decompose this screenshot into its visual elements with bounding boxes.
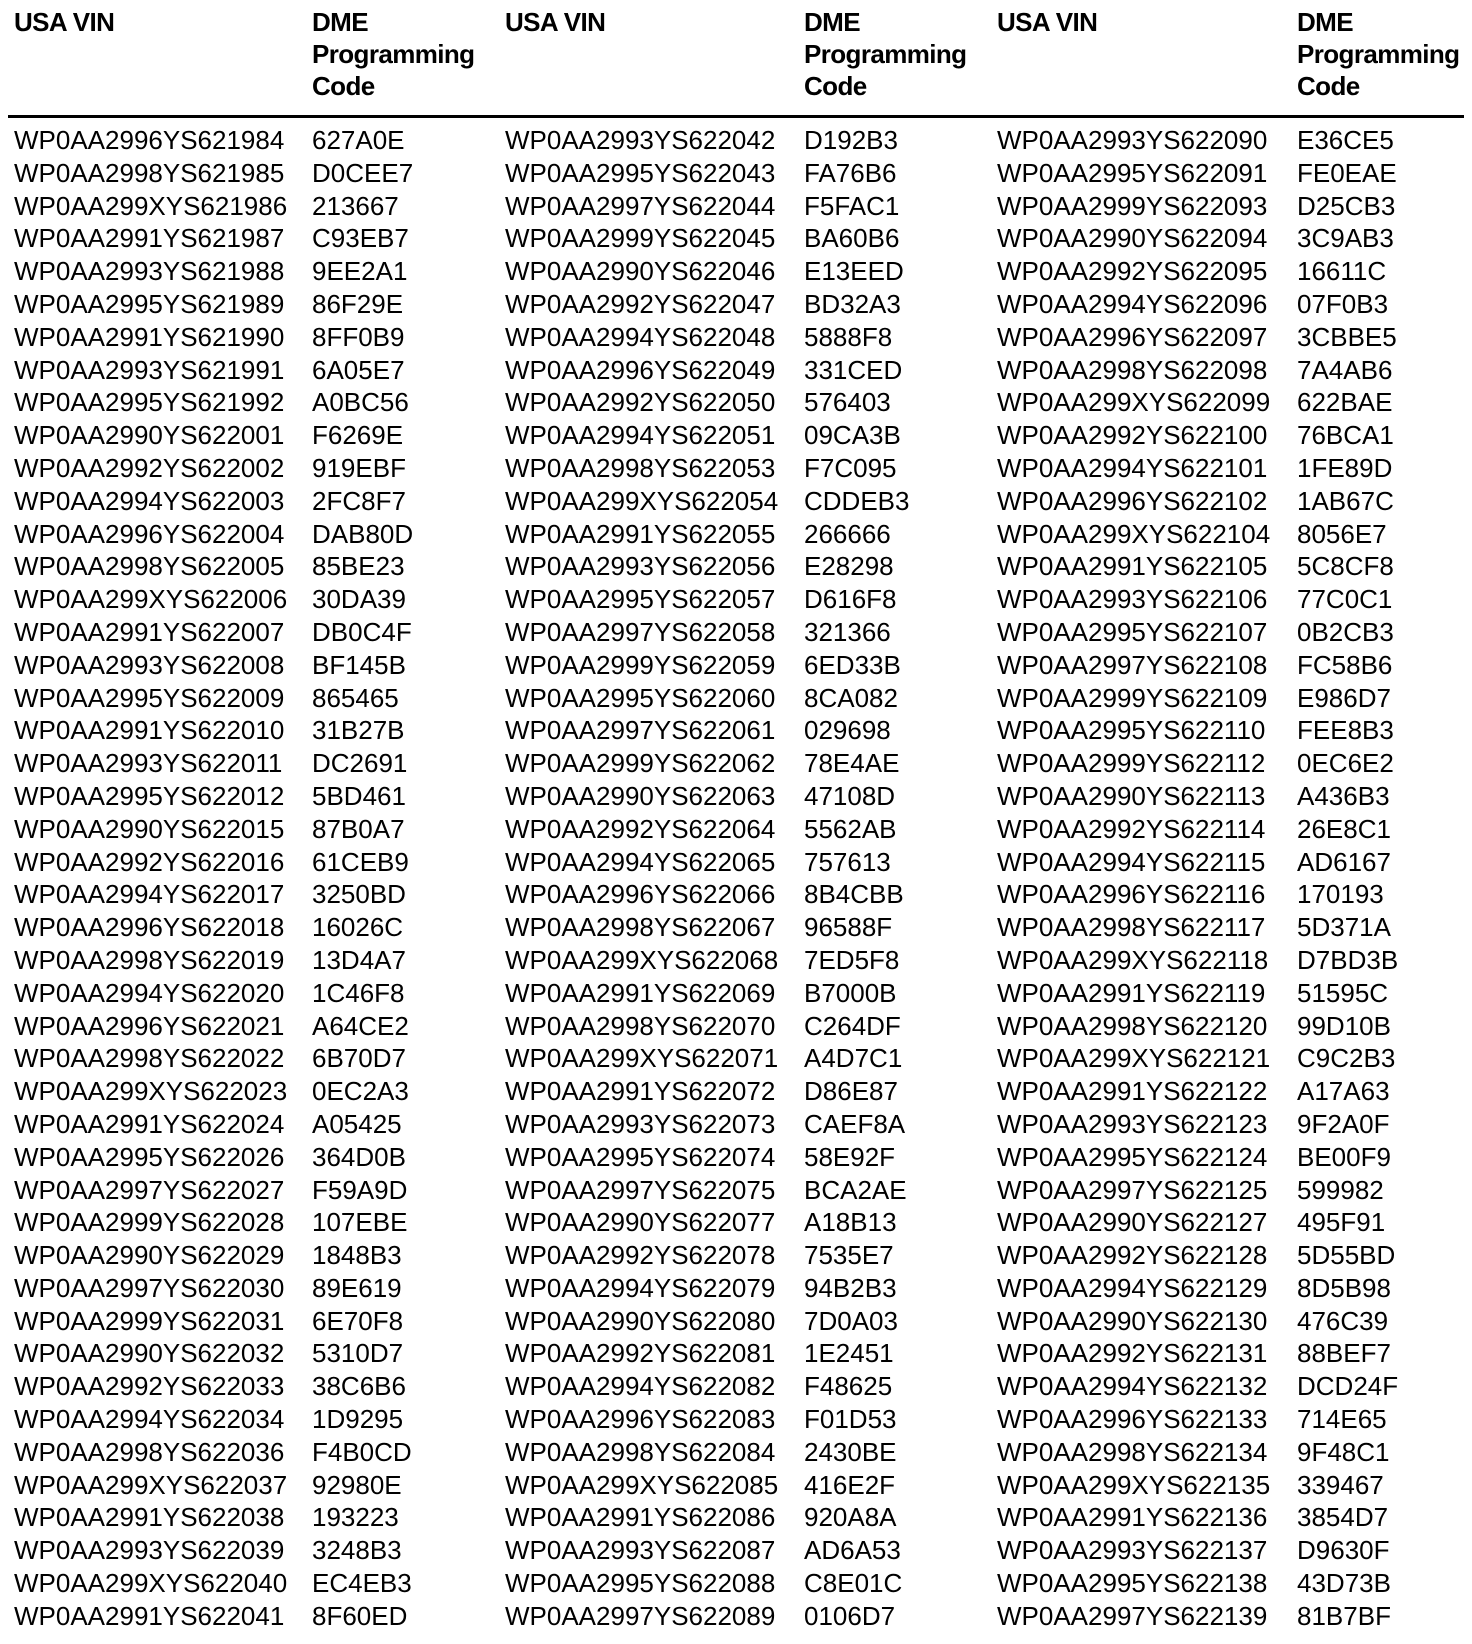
usa-vin-cell: WP0AA2992YS622128 (997, 1240, 1268, 1271)
dme-code-cell: FE0EAE (1297, 157, 1397, 188)
usa-vin-cell: WP0AA2998YS622036 (14, 1436, 285, 1467)
usa-vin-cell: WP0AA2991YS622086 (505, 1502, 776, 1533)
dme-code-cell: 1848B3 (312, 1240, 402, 1271)
dme-code-cell: D86E87 (804, 1076, 898, 1107)
usa-vin-cell: WP0AA2994YS622003 (14, 485, 285, 516)
dme-code-cell: 5D371A (1297, 912, 1391, 943)
usa-vin-cell: WP0AA299XYS622071 (505, 1043, 779, 1074)
dme-code-cell: 5310D7 (312, 1338, 404, 1369)
header-usa-vin-2: USA VIN (505, 7, 606, 37)
dme-code-cell: F48625 (804, 1371, 893, 1402)
usa-vin-cell: WP0AA2993YS622039 (14, 1535, 285, 1566)
dme-code-cell: BE00F9 (1297, 1141, 1391, 1172)
usa-vin-cell: WP0AA2996YS622049 (505, 354, 776, 385)
dme-code-cell: E986D7 (1297, 682, 1391, 713)
dme-code-cell: 576403 (804, 387, 891, 418)
dme-code-cell: DB0C4F (312, 616, 412, 647)
dme-code-cell: C9C2B3 (1297, 1043, 1396, 1074)
dme-code-cell: B7000B (804, 977, 897, 1008)
dme-code-cell: 07F0B3 (1297, 288, 1389, 319)
usa-vin-cell: WP0AA2995YS622124 (997, 1141, 1268, 1172)
dme-code-cell: D9630F (1297, 1535, 1390, 1566)
dme-code-cell: 9EE2A1 (312, 256, 408, 287)
dme-code-cell: 3248B3 (312, 1535, 402, 1566)
usa-vin-cell: WP0AA2992YS622033 (14, 1371, 285, 1402)
usa-vin-cell: WP0AA2998YS622134 (997, 1436, 1268, 1467)
dme-code-cell: 107EBE (312, 1207, 408, 1238)
dme-code-cell: 26E8C1 (1297, 813, 1391, 844)
usa-vin-cell: WP0AA2998YS622067 (505, 912, 776, 943)
dme-code-cell: 1FE89D (1297, 452, 1393, 483)
dme-code-cell: 6A05E7 (312, 354, 405, 385)
dme-code-cell: 3854D7 (1297, 1502, 1389, 1533)
usa-vin-cell: WP0AA2990YS622094 (997, 223, 1268, 254)
usa-vin-cell: WP0AA2990YS622077 (505, 1207, 776, 1238)
dme-code-cell: E28298 (804, 551, 894, 582)
dme-code-cell: C264DF (804, 1010, 901, 1041)
dme-code-cell: 3CBBE5 (1297, 321, 1397, 352)
dme-code-cell: 6ED33B (804, 649, 901, 680)
dme-code-cell: A17A63 (1297, 1076, 1390, 1107)
usa-vin-cell: WP0AA299XYS622099 (997, 387, 1271, 418)
usa-vin-cell: WP0AA2991YS622072 (505, 1076, 776, 1107)
usa-vin-cell: WP0AA2995YS622060 (505, 682, 776, 713)
dme-code-cell: 51595C (1297, 977, 1389, 1008)
dme-code-cell: 495F91 (1297, 1207, 1386, 1238)
dme-code-cell: F6269E (312, 420, 404, 451)
dme-code-cell: 3250BD (312, 879, 406, 910)
usa-vin-cell: WP0AA2991YS622122 (997, 1076, 1268, 1107)
usa-vin-cell: WP0AA2995YS621992 (14, 387, 285, 418)
usa-vin-cell: WP0AA2996YS622018 (14, 912, 285, 943)
dme-code-cell: 92980E (312, 1469, 402, 1500)
usa-vin-cell: WP0AA2998YS622117 (997, 912, 1266, 943)
dme-code-cell: A64CE2 (312, 1010, 409, 1041)
dme-code-cell: 09CA3B (804, 420, 901, 451)
usa-vin-cell: WP0AA2993YS622056 (505, 551, 776, 582)
usa-vin-cell: WP0AA2995YS622110 (997, 715, 1266, 746)
usa-vin-cell: WP0AA2996YS621984 (14, 125, 285, 155)
usa-vin-cell: WP0AA2996YS622133 (997, 1404, 1268, 1435)
usa-vin-cell: WP0AA2993YS622137 (997, 1535, 1268, 1566)
usa-vin-cell: WP0AA2998YS622098 (997, 354, 1268, 385)
dme-code-cell: 31B27B (312, 715, 405, 746)
dme-code-cell: 9F2A0F (1297, 1108, 1390, 1139)
usa-vin-cell: WP0AA2997YS622125 (997, 1174, 1268, 1205)
dme-code-cell: 81B7BF (1297, 1600, 1391, 1631)
header-usa-vin-1: USA VIN (14, 7, 115, 37)
usa-vin-cell: WP0AA2996YS622116 (997, 879, 1266, 910)
dme-code-cell: 321366 (804, 616, 891, 647)
usa-vin-cell: WP0AA2991YS622041 (14, 1600, 285, 1631)
usa-vin-cell: WP0AA2994YS622129 (997, 1272, 1268, 1303)
dme-code-cell: FEE8B3 (1297, 715, 1394, 746)
usa-vin-cell: WP0AA2999YS622045 (505, 223, 776, 254)
usa-vin-cell: WP0AA2990YS622032 (14, 1338, 285, 1369)
usa-vin-cell: WP0AA2992YS622064 (505, 813, 776, 844)
usa-vin-cell: WP0AA2990YS622001 (14, 420, 285, 451)
dme-code-cell: 1C46F8 (312, 977, 405, 1008)
dme-code-cell: C8E01C (804, 1568, 903, 1599)
usa-vin-cell: WP0AA2998YS622070 (505, 1010, 776, 1041)
dme-code-cell: 6E70F8 (312, 1305, 404, 1336)
dme-code-cell: 0EC2A3 (312, 1076, 409, 1107)
dme-code-cell: F59A9D (312, 1174, 408, 1205)
usa-vin-cell: WP0AA2997YS622075 (505, 1174, 776, 1205)
dme-code-cell: 1D9295 (312, 1404, 404, 1435)
dme-code-cell: A18B13 (804, 1207, 897, 1238)
dme-code-cell: 77C0C1 (1297, 584, 1393, 615)
usa-vin-cell: WP0AA2995YS622012 (14, 780, 285, 811)
dme-code-cell: F4B0CD (312, 1436, 412, 1467)
dme-code-cell: D7BD3B (1297, 944, 1399, 975)
usa-vin-cell: WP0AA299XYS622118 (997, 944, 1269, 975)
dme-code-cell: 3C9AB3 (1297, 223, 1394, 254)
usa-vin-cell: WP0AA2991YS622007 (14, 616, 285, 647)
usa-vin-cell: WP0AA2991YS622136 (997, 1502, 1268, 1533)
usa-vin-cell: WP0AA2994YS622082 (505, 1371, 776, 1402)
dme-code-cell: AD6167 (1297, 846, 1391, 877)
dme-code-cell: 364D0B (312, 1141, 406, 1172)
dme-code-cell: 2FC8F7 (312, 485, 406, 516)
header-dme-code-2: DME Programming Code (804, 7, 967, 101)
usa-vin-cell: WP0AA2991YS622038 (14, 1502, 285, 1533)
usa-vin-cell: WP0AA2990YS622063 (505, 780, 776, 811)
dme-code-cell: 0B2CB3 (1297, 616, 1394, 647)
dme-code-cell: E36CE5 (1297, 125, 1394, 155)
usa-vin-cell: WP0AA2999YS622109 (997, 682, 1268, 713)
dme-code-cell: 029698 (804, 715, 891, 746)
dme-code-cell: 920A8A (804, 1502, 897, 1533)
usa-vin-cell: WP0AA2998YS622019 (14, 944, 285, 975)
dme-code-cell: 8F60ED (312, 1600, 408, 1631)
dme-code-cell: 7535E7 (804, 1240, 894, 1271)
dme-code-cell: 5C8CF8 (1297, 551, 1394, 582)
usa-vin-cell: WP0AA2997YS622030 (14, 1272, 285, 1303)
usa-vin-cell: WP0AA2996YS622021 (14, 1010, 285, 1041)
usa-vin-cell: WP0AA2999YS622093 (997, 190, 1268, 221)
dme-code-cell: D616F8 (804, 584, 897, 615)
usa-vin-cell: WP0AA2995YS622057 (505, 584, 776, 615)
dme-code-cell: 919EBF (312, 452, 406, 483)
dme-code-cell: F5FAC1 (804, 190, 900, 221)
dme-code-cell: 714E65 (1297, 1404, 1387, 1435)
dme-code-cell: 476C39 (1297, 1305, 1389, 1336)
usa-vin-cell: WP0AA2995YS622009 (14, 682, 285, 713)
dme-code-cell: 8056E7 (1297, 518, 1387, 549)
dme-code-cell: 8FF0B9 (312, 321, 405, 352)
dme-code-cell: 599982 (1297, 1174, 1384, 1205)
usa-vin-cell: WP0AA2996YS622097 (997, 321, 1268, 352)
usa-vin-cell: WP0AA2997YS622044 (505, 190, 776, 221)
usa-vin-cell: WP0AA2996YS622102 (997, 485, 1268, 516)
usa-vin-cell: WP0AA2995YS622091 (997, 157, 1268, 188)
dme-code-cell: 339467 (1297, 1469, 1384, 1500)
usa-vin-cell: WP0AA299XYS622068 (505, 944, 779, 975)
dme-code-cell: 865465 (312, 682, 399, 713)
dme-code-cell: FC58B6 (1297, 649, 1393, 680)
dme-code-cell: 7A4AB6 (1297, 354, 1393, 385)
dme-code-cell: 7ED5F8 (804, 944, 900, 975)
usa-vin-cell: WP0AA2995YS622138 (997, 1568, 1268, 1599)
usa-vin-cell: WP0AA2991YS622105 (997, 551, 1268, 582)
usa-vin-cell: WP0AA2990YS622029 (14, 1240, 285, 1271)
usa-vin-cell: WP0AA2999YS622028 (14, 1207, 285, 1238)
usa-vin-cell: WP0AA2993YS622008 (14, 649, 285, 680)
header-dme-code-3: DME Programming Code (1297, 7, 1460, 101)
dme-code-cell: 5D55BD (1297, 1240, 1396, 1271)
dme-code-cell: 13D4A7 (312, 944, 406, 975)
usa-vin-cell: WP0AA2991YS622055 (505, 518, 776, 549)
usa-vin-cell: WP0AA2992YS622078 (505, 1240, 776, 1271)
usa-vin-cell: WP0AA2994YS622020 (14, 977, 285, 1008)
usa-vin-cell: WP0AA2997YS622058 (505, 616, 776, 647)
dme-code-cell: 89E619 (312, 1272, 402, 1303)
dme-code-cell: 94B2B3 (804, 1272, 897, 1303)
usa-vin-cell: WP0AA2991YS622119 (997, 977, 1266, 1008)
dme-code-cell: 0106D7 (804, 1600, 896, 1631)
dme-code-cell: 43D73B (1297, 1568, 1391, 1599)
dme-code-cell: A05425 (312, 1108, 402, 1139)
usa-vin-cell: WP0AA2998YS622022 (14, 1043, 285, 1074)
usa-vin-cell: WP0AA2997YS622108 (997, 649, 1268, 680)
dme-code-cell: 87B0A7 (312, 813, 405, 844)
usa-vin-cell: WP0AA2990YS622046 (505, 256, 776, 287)
dme-code-cell: EC4EB3 (312, 1568, 412, 1599)
header-dme-code-1: DME Programming Code (312, 7, 475, 101)
usa-vin-cell: WP0AA2993YS622042 (505, 125, 776, 155)
dme-code-cell: 266666 (804, 518, 891, 549)
usa-vin-cell: WP0AA2994YS622017 (14, 879, 285, 910)
usa-vin-cell: WP0AA2992YS622114 (997, 813, 1266, 844)
dme-code-cell: A0BC56 (312, 387, 409, 418)
dme-code-cell: 47108D (804, 780, 896, 811)
usa-vin-cell: WP0AA299XYS622006 (14, 584, 288, 615)
usa-vin-cell: WP0AA299XYS622135 (997, 1469, 1271, 1500)
dme-code-cell: BD32A3 (804, 288, 901, 319)
usa-vin-cell: WP0AA2991YS622010 (14, 715, 285, 746)
dme-code-cell: 76BCA1 (1297, 420, 1394, 451)
dme-code-cell: FA76B6 (804, 157, 897, 188)
dme-code-cell: CDDEB3 (804, 485, 910, 516)
dme-code-cell: 78E4AE (804, 748, 900, 779)
usa-vin-cell: WP0AA2991YS622069 (505, 977, 776, 1008)
dme-code-cell: E13EED (804, 256, 904, 287)
usa-vin-cell: WP0AA2994YS622132 (997, 1371, 1268, 1402)
usa-vin-cell: WP0AA2998YS622005 (14, 551, 285, 582)
dme-code-cell: 99D10B (1297, 1010, 1391, 1041)
usa-vin-cell: WP0AA2994YS622048 (505, 321, 776, 352)
dme-code-cell: D25CB3 (1297, 190, 1396, 221)
usa-vin-cell: WP0AA2993YS622087 (505, 1535, 776, 1566)
dme-code-cell: 85BE23 (312, 551, 405, 582)
usa-vin-cell: WP0AA2993YS622011 (14, 748, 283, 779)
usa-vin-cell: WP0AA2991YS621987 (14, 223, 285, 254)
usa-vin-cell: WP0AA2993YS621988 (14, 256, 285, 287)
dme-code-cell: A436B3 (1297, 780, 1390, 811)
usa-vin-cell: WP0AA2994YS622065 (505, 846, 776, 877)
usa-vin-cell: WP0AA2999YS622059 (505, 649, 776, 680)
dme-code-cell: C93EB7 (312, 223, 409, 254)
usa-vin-cell: WP0AA2993YS622106 (997, 584, 1268, 615)
dme-code-cell: 61CEB9 (312, 846, 409, 877)
usa-vin-cell: WP0AA2994YS622079 (505, 1272, 776, 1303)
dme-code-cell: 331CED (804, 354, 903, 385)
usa-vin-cell: WP0AA2994YS622096 (997, 288, 1268, 319)
dme-code-cell: 5888F8 (804, 321, 893, 352)
dme-code-cell: 5562AB (804, 813, 897, 844)
dme-code-cell: 8D5B98 (1297, 1272, 1391, 1303)
dme-code-cell: 38C6B6 (312, 1371, 406, 1402)
usa-vin-cell: WP0AA2995YS622043 (505, 157, 776, 188)
usa-vin-cell: WP0AA2992YS622002 (14, 452, 285, 483)
dme-code-cell: DCD24F (1297, 1371, 1399, 1402)
usa-vin-cell: WP0AA2991YS621990 (14, 321, 285, 352)
usa-vin-cell: WP0AA299XYS622121 (997, 1043, 1271, 1074)
usa-vin-cell: WP0AA2993YS621991 (14, 354, 285, 385)
usa-vin-cell: WP0AA2992YS622131 (997, 1338, 1268, 1369)
dme-code-cell: 0EC6E2 (1297, 748, 1394, 779)
dme-code-cell: CAEF8A (804, 1108, 906, 1139)
dme-code-cell: D192B3 (804, 125, 898, 155)
usa-vin-cell: WP0AA2998YS622084 (505, 1436, 776, 1467)
dme-code-cell: 757613 (804, 846, 891, 877)
usa-vin-cell: WP0AA2999YS622112 (997, 748, 1266, 779)
dme-code-cell: 9F48C1 (1297, 1436, 1390, 1467)
dme-code-cell: 170193 (1297, 879, 1384, 910)
usa-vin-cell: WP0AA2990YS622127 (997, 1207, 1268, 1238)
dme-code-cell: 96588F (804, 912, 893, 943)
dme-code-cell: 416E2F (804, 1469, 896, 1500)
usa-vin-cell: WP0AA2996YS622004 (14, 518, 285, 549)
dme-code-cell: 193223 (312, 1502, 399, 1533)
usa-vin-cell: WP0AA2996YS622083 (505, 1404, 776, 1435)
usa-vin-cell: WP0AA2997YS622139 (997, 1600, 1268, 1631)
dme-code-cell: 16611C (1297, 256, 1387, 287)
usa-vin-cell: WP0AA2993YS622073 (505, 1108, 776, 1139)
usa-vin-cell: WP0AA2992YS622016 (14, 846, 285, 877)
usa-vin-cell: WP0AA299XYS622040 (14, 1568, 288, 1599)
dme-code-cell: 622BAE (1297, 387, 1393, 418)
dme-code-cell: 8B4CBB (804, 879, 904, 910)
usa-vin-cell: WP0AA2998YS622053 (505, 452, 776, 483)
dme-code-cell: F7C095 (804, 452, 897, 483)
dme-code-cell: 2430BE (804, 1436, 897, 1467)
dme-code-cell: DAB80D (312, 518, 414, 549)
dme-code-cell: 16026C (312, 912, 404, 943)
usa-vin-cell: WP0AA2990YS622015 (14, 813, 285, 844)
dme-code-cell: 30DA39 (312, 584, 406, 615)
dme-code-cell: 213667 (312, 190, 399, 221)
usa-vin-cell: WP0AA299XYS622054 (505, 485, 779, 516)
dme-code-cell: 5BD461 (312, 780, 406, 811)
usa-vin-cell: WP0AA2999YS622031 (14, 1305, 285, 1336)
dme-code-cell: BA60B6 (804, 223, 900, 254)
usa-vin-cell: WP0AA2992YS622095 (997, 256, 1268, 287)
usa-vin-cell: WP0AA2994YS622051 (505, 420, 776, 451)
usa-vin-cell: WP0AA2998YS621985 (14, 157, 285, 188)
usa-vin-cell: WP0AA2997YS622061 (505, 715, 776, 746)
usa-vin-cell: WP0AA2993YS622090 (997, 125, 1268, 155)
dme-code-cell: 8CA082 (804, 682, 898, 713)
usa-vin-cell: WP0AA2999YS622062 (505, 748, 776, 779)
dme-code-cell: 58E92F (804, 1141, 896, 1172)
dme-code-cell: 1AB67C (1297, 485, 1394, 516)
usa-vin-cell: WP0AA2995YS622074 (505, 1141, 776, 1172)
usa-vin-cell: WP0AA2994YS622034 (14, 1404, 285, 1435)
dme-code-cell: F01D53 (804, 1404, 897, 1435)
usa-vin-cell: WP0AA299XYS622023 (14, 1076, 288, 1107)
dme-code-cell: 86F29E (312, 288, 404, 319)
usa-vin-cell: WP0AA2995YS622026 (14, 1141, 285, 1172)
usa-vin-cell: WP0AA2994YS622115 (997, 846, 1266, 877)
usa-vin-cell: WP0AA2991YS622024 (14, 1108, 285, 1139)
dme-code-cell: 627A0E (312, 125, 405, 155)
dme-code-cell: 88BEF7 (1297, 1338, 1391, 1369)
usa-vin-cell: WP0AA2990YS622113 (997, 780, 1266, 811)
usa-vin-cell: WP0AA2992YS622050 (505, 387, 776, 418)
usa-vin-cell: WP0AA2995YS622107 (997, 616, 1268, 647)
usa-vin-cell: WP0AA299XYS622104 (997, 518, 1271, 549)
usa-vin-cell: WP0AA2996YS622066 (505, 879, 776, 910)
dme-code-cell: DC2691 (312, 748, 408, 779)
header-usa-vin-3: USA VIN (997, 7, 1098, 37)
usa-vin-cell: WP0AA2990YS622080 (505, 1305, 776, 1336)
usa-vin-cell: WP0AA2992YS622047 (505, 288, 776, 319)
usa-vin-cell: WP0AA299XYS622085 (505, 1469, 779, 1500)
usa-vin-cell: WP0AA2993YS622123 (997, 1108, 1268, 1139)
dme-code-cell: 6B70D7 (312, 1043, 406, 1074)
usa-vin-cell: WP0AA2992YS622100 (997, 420, 1268, 451)
usa-vin-cell: WP0AA2992YS622081 (505, 1338, 776, 1369)
dme-code-cell: D0CEE7 (312, 157, 414, 188)
usa-vin-cell: WP0AA299XYS622037 (14, 1469, 288, 1500)
usa-vin-cell: WP0AA2997YS622089 (505, 1600, 776, 1631)
usa-vin-cell: WP0AA299XYS621986 (14, 190, 288, 221)
dme-code-cell: 1E2451 (804, 1338, 894, 1369)
usa-vin-cell: WP0AA2995YS622088 (505, 1568, 776, 1599)
dme-code-cell: BF145B (312, 649, 406, 680)
usa-vin-cell: WP0AA2997YS622027 (14, 1174, 285, 1205)
usa-vin-cell: WP0AA2990YS622130 (997, 1305, 1268, 1336)
dme-code-cell: 7D0A03 (804, 1305, 898, 1336)
header-rule (8, 115, 1464, 118)
dme-code-cell: A4D7C1 (804, 1043, 903, 1074)
usa-vin-cell: WP0AA2998YS622120 (997, 1010, 1268, 1041)
dme-code-cell: BCA2AE (804, 1174, 907, 1205)
dme-code-cell: AD6A53 (804, 1535, 901, 1566)
usa-vin-cell: WP0AA2995YS621989 (14, 288, 285, 319)
usa-vin-cell: WP0AA2994YS622101 (997, 452, 1268, 483)
